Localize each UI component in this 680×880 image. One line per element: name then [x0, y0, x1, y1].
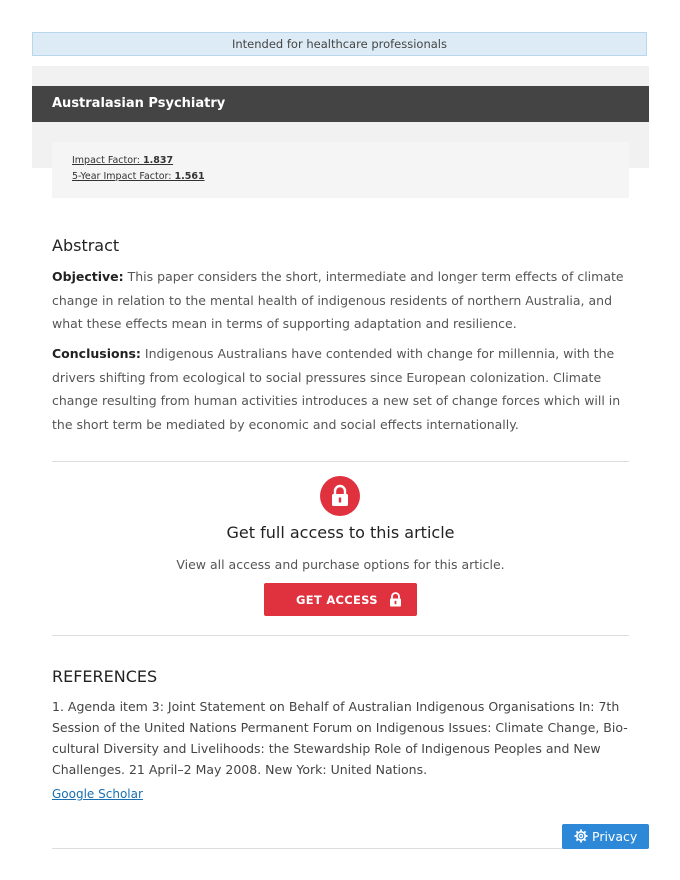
- journal-metrics: [52, 142, 629, 198]
- objective-label: Objective:: [52, 269, 124, 284]
- abstract-conclusions: [52, 342, 632, 436]
- get-access-label: GET ACCESS: [296, 593, 378, 607]
- journal-title[interactable]: Australasian Psychiatry: [52, 96, 226, 111]
- conclusions-text: Indigenous Australians have contended with change for millennia, with the drivers shifting from ecological to social pressures since European colonization. Climate change resulting from human activities introduces a new set of change forces which will in the short term be mediated by economic and social effects internationally.: [52, 346, 621, 432]
- google-scholar-link[interactable]: Google Scholar: [52, 787, 143, 801]
- references-heading: REFERENCES: [52, 667, 158, 686]
- five-year-impact-label: 5-Year Impact Factor:: [72, 171, 175, 182]
- header-band-top: [32, 66, 649, 86]
- abstract-heading: Abstract: [52, 236, 120, 255]
- impact-factor-value: 1.837: [143, 155, 174, 166]
- lock-icon: [389, 592, 402, 607]
- privacy-button[interactable]: [562, 824, 649, 849]
- gear-icon: [574, 829, 588, 843]
- access-subtitle: View all access and purchase options for this article.: [176, 557, 505, 572]
- abstract-objective: [52, 265, 632, 336]
- impact-factor-label: Impact Factor:: [72, 155, 144, 166]
- privacy-label: Privacy: [592, 829, 638, 844]
- healthcare-professionals-banner: [32, 32, 647, 56]
- access-title: Get full access to this article: [226, 523, 455, 542]
- journal-title-bar: [32, 86, 649, 122]
- get-access-button[interactable]: [264, 583, 417, 616]
- divider: [52, 461, 629, 462]
- banner-text: Intended for healthcare professionals: [231, 37, 447, 51]
- five-year-impact-factor-link[interactable]: [72, 171, 205, 182]
- objective-text: This paper considers the short, intermediate and longer term effects of climate change in relation to the mental health of indigenous residents of northern Australia, and what these effects mean in terms of supporting adaptation and resilience.: [52, 269, 624, 331]
- lock-icon: [320, 476, 360, 516]
- divider: [52, 635, 629, 636]
- impact-factor-link[interactable]: [72, 155, 173, 166]
- divider: [52, 848, 629, 849]
- five-year-impact-value: 1.561: [174, 171, 205, 182]
- reference-item: 1. Agenda item 3: Joint Statement on Behalf of Australian Indigenous Organisations In: 7th Session of the United Nations Permanent Forum on Indigenous Issues: Climate Change, Bio-cultural Diversity and Livelihoods: the Stewardship Role of Indigenous Peoples and New Challenges. 21 April–2 May 2008. New York: United Nations.: [52, 699, 628, 777]
- conclusions-label: Conclusions:: [52, 346, 141, 361]
